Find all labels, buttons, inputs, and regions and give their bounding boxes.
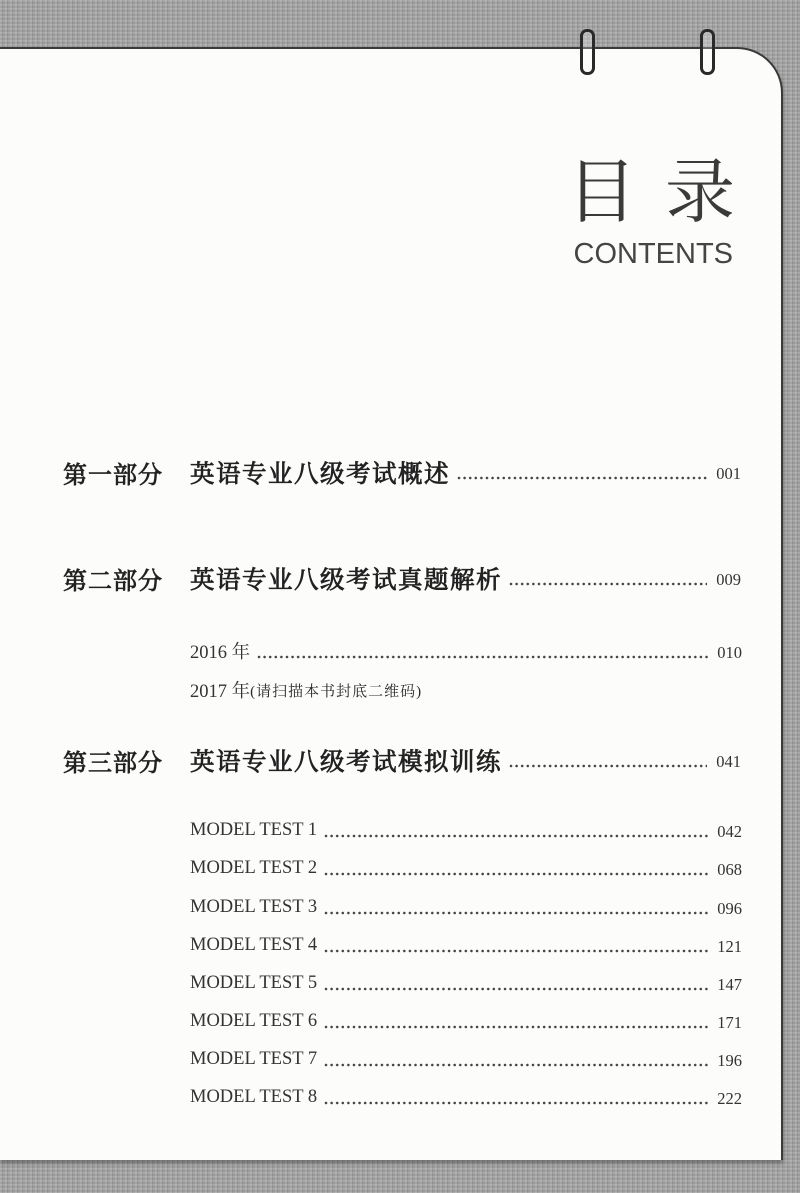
page-number: 041: [716, 752, 741, 771]
page-subtitle: CONTENTS: [573, 238, 733, 270]
entry-label: MODEL TEST 3: [190, 896, 318, 917]
entry-note: (请扫描本书封底二维码): [250, 683, 423, 700]
dot-leader: [324, 834, 708, 838]
part-title: 英语专业八级考试概述: [190, 458, 450, 488]
entry-label: MODEL TEST 4: [190, 934, 318, 955]
part-title: 英语专业八级考试真题解析: [190, 564, 502, 594]
toc-entry: [190, 1084, 742, 1110]
page-number: 042: [717, 822, 742, 841]
part-label: 第一部分: [63, 459, 163, 489]
entry-label: MODEL TEST 8: [190, 1086, 318, 1107]
page-number: 096: [717, 899, 742, 918]
part-label: 第二部分: [63, 565, 163, 595]
toc-entry: [190, 638, 742, 664]
entry-label: MODEL TEST 1: [190, 819, 318, 840]
part-title: 英语专业八级考试模拟训练: [190, 746, 502, 776]
dot-leader: [324, 987, 708, 991]
toc-entry: [190, 932, 742, 958]
entry-label: 2016 年: [190, 643, 251, 663]
entry-label: MODEL TEST 6: [190, 1010, 318, 1031]
page-title: 目 录: [566, 151, 738, 233]
dot-leader: [509, 582, 707, 586]
entry-label: MODEL TEST 2: [190, 857, 318, 878]
toc-entry: [190, 894, 742, 920]
dot-leader: [324, 949, 708, 953]
page-number: 222: [717, 1089, 742, 1108]
entry-label: MODEL TEST 5: [190, 972, 318, 993]
page-number: 010: [717, 643, 742, 662]
toc-entry: [190, 970, 742, 996]
page-number: 147: [717, 975, 742, 994]
toc-entry: [190, 1008, 742, 1034]
toc-entry: [190, 855, 742, 881]
part-label: 第三部分: [63, 747, 163, 777]
entry-label: 2017 年: [190, 682, 251, 702]
dot-leader: [324, 911, 708, 915]
dot-leader: [509, 764, 707, 768]
page-number: 009: [716, 570, 741, 589]
toc-part-3: [63, 745, 741, 775]
page-number: 068: [717, 860, 742, 879]
toc-entry: [190, 817, 742, 843]
binder-ring-icon: [700, 29, 715, 75]
dot-leader: [324, 1101, 708, 1105]
toc-entry: [190, 1046, 742, 1072]
dot-leader: [457, 476, 707, 480]
page-number: 171: [717, 1013, 742, 1032]
entry-label: MODEL TEST 7: [190, 1048, 318, 1069]
toc-part-2: [63, 563, 741, 593]
toc-entry: [190, 677, 742, 703]
toc-part-1: [63, 457, 741, 487]
page-number: 121: [717, 937, 742, 956]
dot-leader: [324, 872, 708, 876]
page-number: 196: [717, 1051, 742, 1070]
dot-leader: [257, 655, 708, 659]
page-number: 001: [716, 464, 741, 483]
dot-leader: [324, 1063, 708, 1067]
dot-leader: [324, 1025, 708, 1029]
binder-ring-icon: [580, 29, 595, 75]
